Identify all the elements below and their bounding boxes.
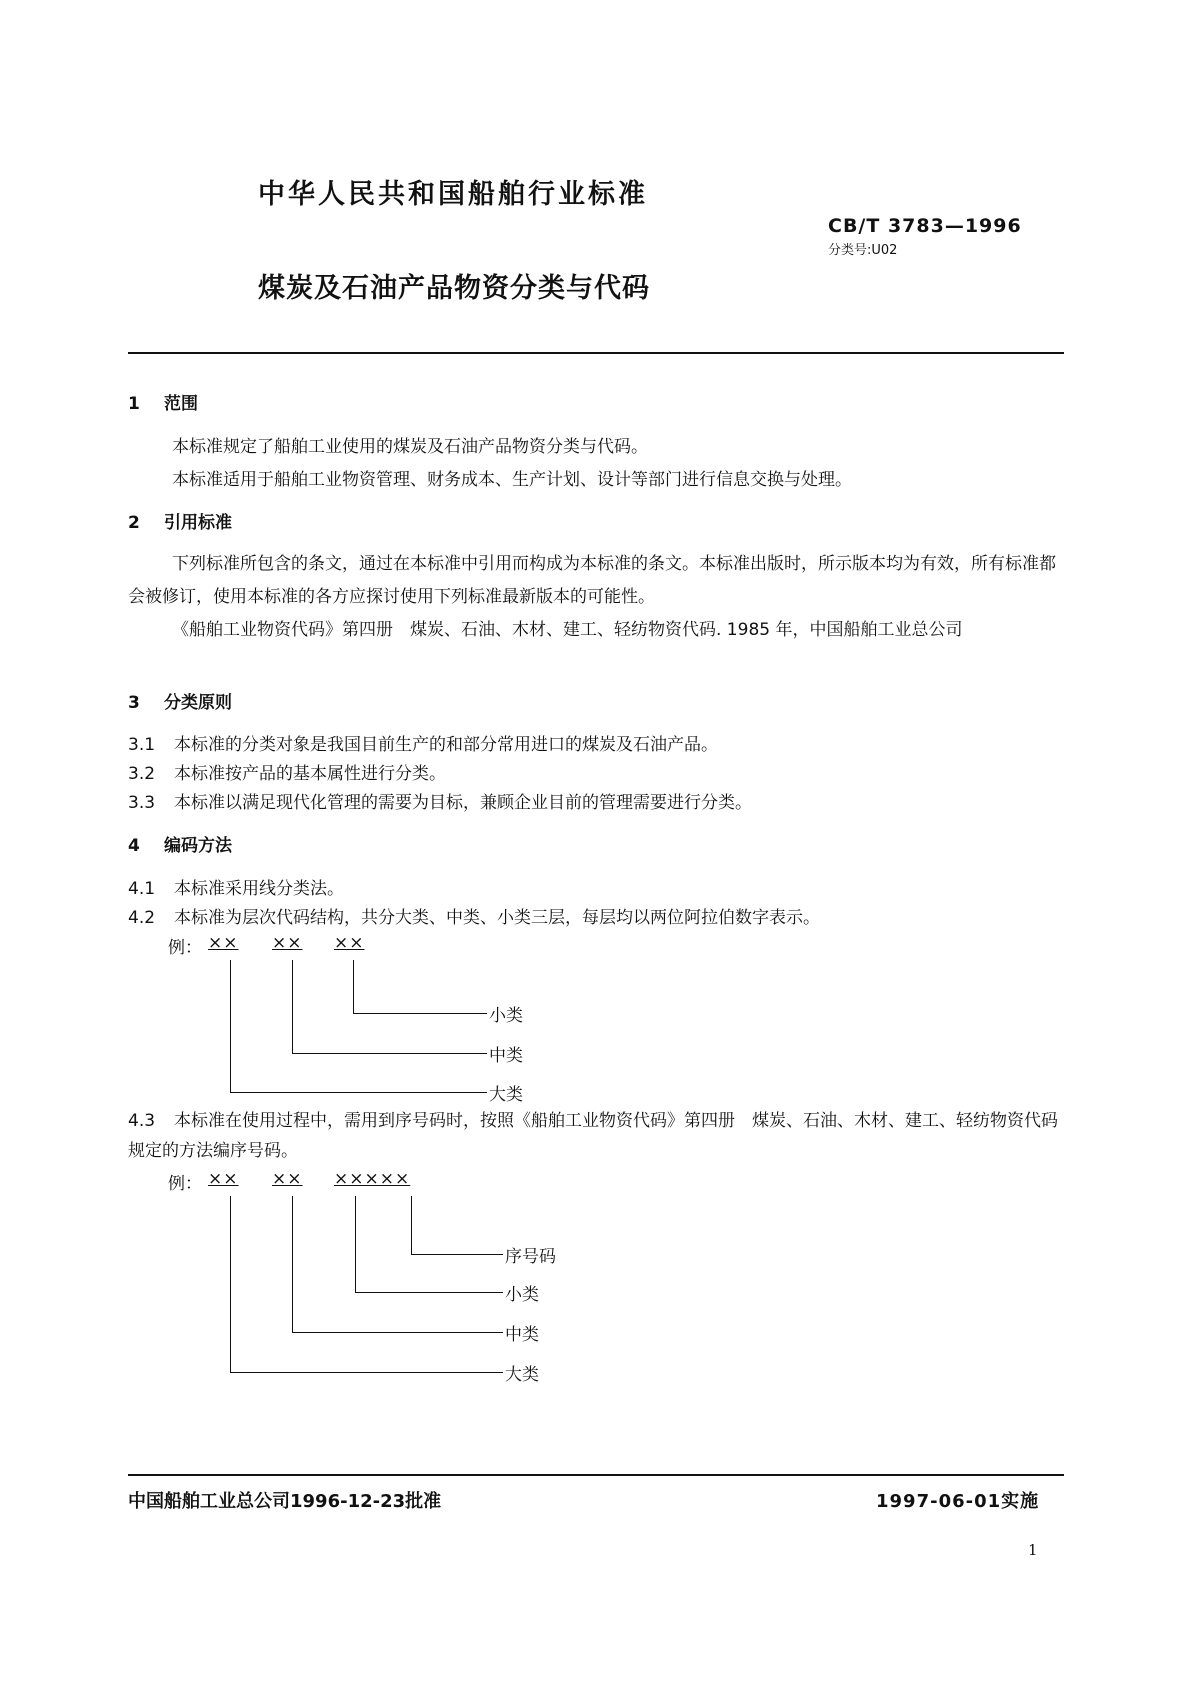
section-heading-2 <box>128 508 232 533</box>
example-codes-1 <box>168 933 365 958</box>
section-number: 4 <box>128 836 140 856</box>
section-heading-4 <box>128 831 232 856</box>
connector-line <box>230 1092 487 1093</box>
legend-minor-class: 小类 <box>489 1006 523 1026</box>
example-label: 例： <box>168 938 202 958</box>
clause-text: 本标准以满足现代化管理的需要为目标，兼顾企业目前的管理需要进行分类。 <box>174 793 752 813</box>
section-number: 1 <box>128 394 140 414</box>
approval-statement: 中国船舶工业总公司1996-12-23批准 <box>128 1491 442 1512</box>
clause-text: 本标准为层次代码结构，共分大类、中类、小类三层，每层均以两位阿拉伯数字表示。 <box>174 908 820 928</box>
connector-line <box>230 1196 231 1373</box>
standard-category-title: 中华人民共和国船舶行业标准 <box>258 179 648 210</box>
code-major: ×× <box>208 1169 239 1189</box>
legend-major-class: 大类 <box>505 1365 539 1385</box>
clause-text: 本标准采用线分类法。 <box>174 879 344 899</box>
document-title: 煤炭及石油产品物资分类与代码 <box>258 273 650 304</box>
paragraph: 下列标准所包含的条文，通过在本标准中引用而构成为本标准的条文。本标准出版时，所示版本均为有效，所有标准都会被修订，使用本标准的各方应探讨使用下列标准最新版本的可能性。 <box>128 554 1056 607</box>
legend-sequence-number: 序号码 <box>505 1247 556 1267</box>
clause-text: 本标准的分类对象是我国目前生产的和部分常用进口的煤炭及石油产品。 <box>174 735 718 755</box>
section-title: 范围 <box>164 394 198 414</box>
code-minor-and-sequence: ××××× <box>334 1169 411 1189</box>
legend-major-class: 大类 <box>489 1085 523 1105</box>
connector-line <box>292 1196 293 1333</box>
section-heading-1 <box>128 389 198 414</box>
section-title: 引用标准 <box>164 513 232 533</box>
code-middle: ×× <box>272 933 303 953</box>
clause-number: 3.3 <box>128 793 156 813</box>
clause-3-3 <box>128 788 752 813</box>
section-heading-3 <box>128 688 232 713</box>
connector-line <box>353 960 354 1014</box>
footer-divider <box>128 1474 1064 1476</box>
example-label: 例： <box>168 1174 202 1194</box>
section-number: 2 <box>128 513 140 533</box>
clause-3-1 <box>128 730 718 755</box>
header-divider <box>128 352 1064 354</box>
connector-line <box>230 1372 503 1373</box>
section-title: 编码方法 <box>164 836 232 856</box>
section-number: 3 <box>128 693 140 713</box>
connector-line <box>292 1053 487 1054</box>
connector-line <box>292 960 293 1054</box>
code-middle: ×× <box>272 1169 303 1189</box>
page-number: 1 <box>1028 1541 1038 1559</box>
clause-number: 4.3 <box>128 1111 156 1131</box>
standard-code: CB/T 3783—1996 <box>828 215 1022 237</box>
paragraph: 本标准规定了船舶工业使用的煤炭及石油产品物资分类与代码。 <box>172 437 648 457</box>
connector-line <box>355 1196 356 1293</box>
clause-text: 本标准在使用过程中，需用到序号码时，按照《船舶工业物资代码》第四册 煤炭、石油、木材、建工、轻纺物资代码规定的方法编序号码。 <box>128 1111 1058 1161</box>
clause-3-2 <box>128 759 446 784</box>
clause-number: 4.2 <box>128 908 156 928</box>
legend-middle-class: 中类 <box>489 1046 523 1066</box>
classification-number: 分类号:U02 <box>828 243 898 258</box>
section-title: 分类原则 <box>164 693 232 713</box>
clause-number: 3.1 <box>128 735 156 755</box>
legend-middle-class: 中类 <box>505 1325 539 1345</box>
clause-number: 4.1 <box>128 879 156 899</box>
connector-line <box>292 1332 503 1333</box>
clause-number: 3.2 <box>128 764 156 784</box>
connector-line <box>230 960 231 1093</box>
reference-entry: 《船舶工业物资代码》第四册 煤炭、石油、木材、建工、轻纺物资代码. 1985 年，中国船舶工业总公司 <box>172 620 963 640</box>
clause-4-3 <box>128 1106 1064 1166</box>
connector-line <box>355 1292 503 1293</box>
clause-4-1 <box>128 874 344 899</box>
code-minor: ×× <box>334 933 365 953</box>
connector-line <box>411 1254 503 1255</box>
paragraph: 本标准适用于船舶工业物资管理、财务成本、生产计划、设计等部门进行信息交换与处理。 <box>172 470 852 490</box>
example-codes-2 <box>168 1169 411 1194</box>
legend-minor-class: 小类 <box>505 1285 539 1305</box>
clause-text: 本标准按产品的基本属性进行分类。 <box>174 764 446 784</box>
clause-4-2 <box>128 903 820 928</box>
connector-line <box>411 1196 412 1255</box>
code-major: ×× <box>208 933 239 953</box>
effective-date: 1997-06-01实施 <box>876 1491 1040 1512</box>
connector-line <box>353 1013 487 1014</box>
